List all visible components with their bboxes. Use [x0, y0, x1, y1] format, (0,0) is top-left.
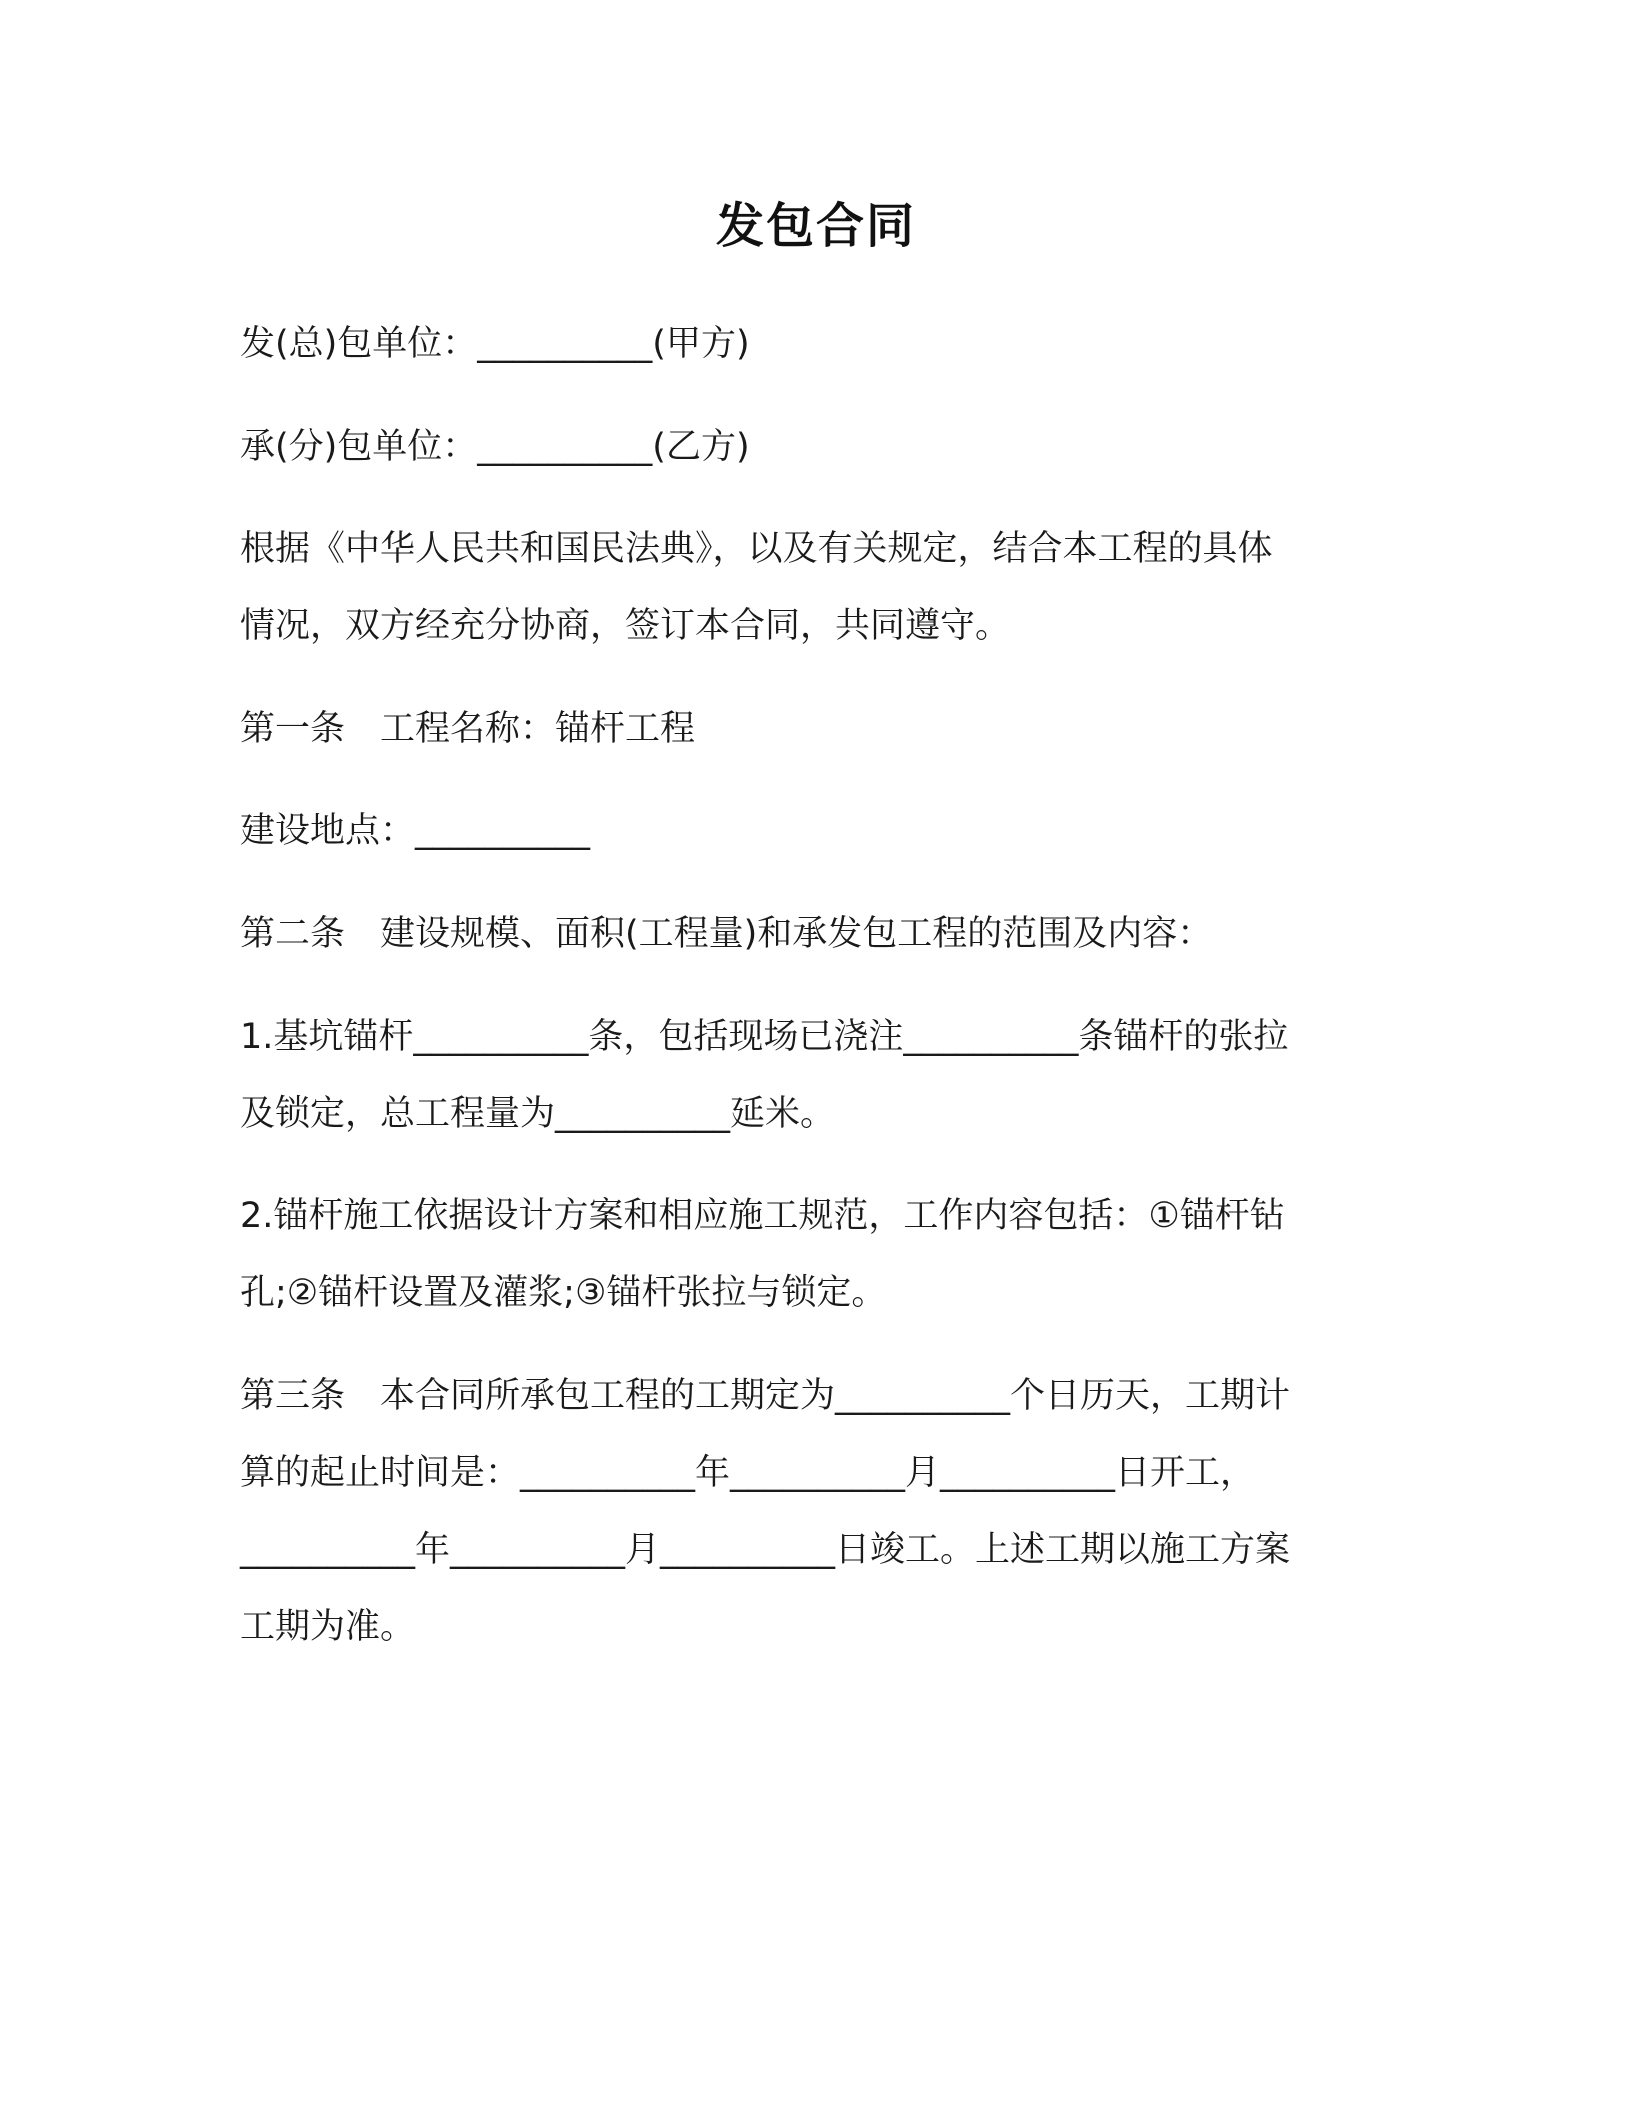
article-3-line-2: 算的起止时间是：__________年__________月__________日开工， — [240, 1453, 1256, 1493]
party-a-line: 发(总)包单位：__________(甲方) — [240, 324, 750, 364]
preamble-line-2: 情况，双方经充分协商，签订本合同，共同遵守。 — [240, 606, 1011, 646]
item-1-line-2: 及锁定，总工程量为__________延米。 — [240, 1094, 836, 1134]
document-title: 发包合同 — [715, 198, 916, 254]
article-1-project-name: 第一条 工程名称：锚杆工程 — [240, 709, 696, 749]
article-3-line-3: __________年__________月__________日竣工。上述工期以施工方案 — [240, 1530, 1291, 1570]
article-3-line-1: 第三条 本合同所承包工程的工期定为__________个日历天，工期计 — [240, 1376, 1291, 1416]
item-2-line-2: 孔;②锚杆设置及灌浆;③锚杆张拉与锁定。 — [240, 1273, 887, 1313]
article-2-heading: 第二条 建设规模、面积(工程量)和承发包工程的范围及内容： — [240, 914, 1213, 954]
party-b-line: 承(分)包单位：__________(乙方) — [240, 427, 750, 467]
preamble-line-1: 根据《中华人民共和国民法典》，以及有关规定，结合本工程的具体 — [240, 529, 1273, 569]
article-3-line-4: 工期为准。 — [240, 1607, 416, 1647]
construction-location: 建设地点：__________ — [240, 811, 591, 851]
item-1-line-1: 1.基坑锚杆__________条，包括现场已浇注__________条锚杆的张拉 — [240, 1017, 1289, 1057]
item-2-line-1: 2.锚杆施工依据设计方案和相应施工规范，工作内容包括：①锚杆钻 — [240, 1196, 1285, 1236]
